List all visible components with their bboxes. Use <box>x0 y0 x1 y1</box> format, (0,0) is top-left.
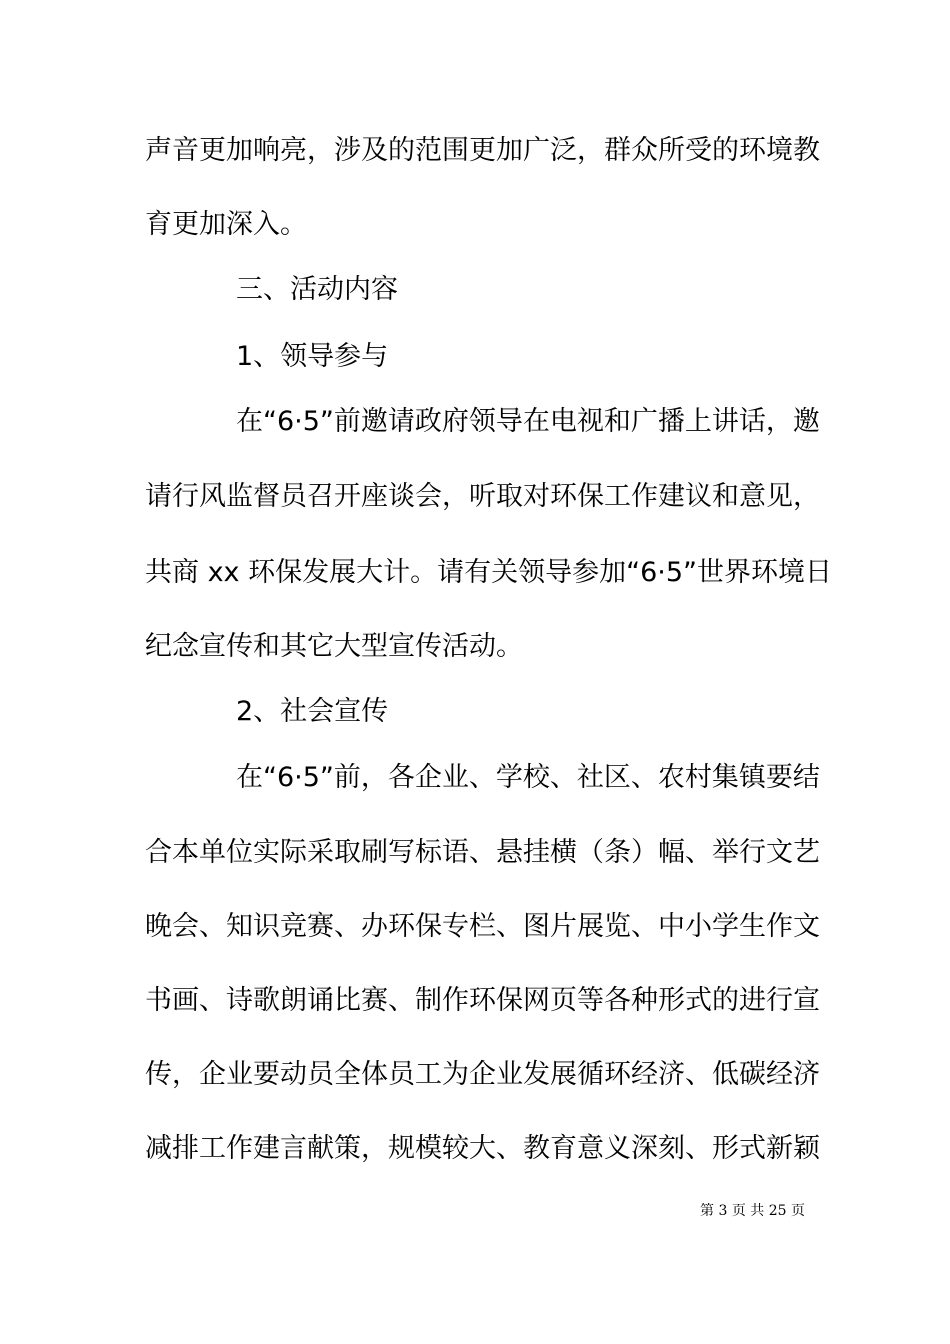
paragraph-line: 在“6·5”前邀请政府领导在电视和广播上讲话，邀 <box>236 406 820 437</box>
paragraph-line: 纪念宣传和其它大型宣传活动。 <box>145 631 523 662</box>
paragraph-line: 声音更加响亮，涉及的范围更加广泛，群众所受的环境教 <box>145 135 820 166</box>
paragraph-line: 书画、诗歌朗诵比赛、制作环保网页等各种形式的进行宣 <box>145 985 820 1016</box>
paragraph-line: 减排工作建言献策，规模较大、教育意义深刻、形式新颖 <box>145 1133 820 1164</box>
section-heading: 三、活动内容 <box>236 274 398 305</box>
paragraph-line: 合本单位实际采取刷写标语、悬挂横（条）幅、举行文艺 <box>145 837 820 868</box>
item-heading: 1、领导参与 <box>236 341 389 372</box>
page-number: 第 3 页 共 25 页 <box>700 1203 805 1219</box>
paragraph-line: 晚会、知识竞赛、办环保专栏、图片展览、中小学生作文 <box>145 911 820 942</box>
paragraph-line: 共商 xx 环保发展大计。请有关领导参加“6·5”世界环境日 <box>145 557 833 588</box>
paragraph-line: 在“6·5”前，各企业、学校、社区、农村集镇要结 <box>236 762 820 793</box>
item-heading: 2、社会宣传 <box>236 696 389 727</box>
paragraph-line: 请行风监督员召开座谈会，听取对环保工作建议和意见， <box>145 481 820 512</box>
paragraph-line: 传，企业要动员全体员工为企业发展循环经济、低碳经济 <box>145 1059 820 1090</box>
paragraph-line: 育更加深入。 <box>145 209 307 240</box>
